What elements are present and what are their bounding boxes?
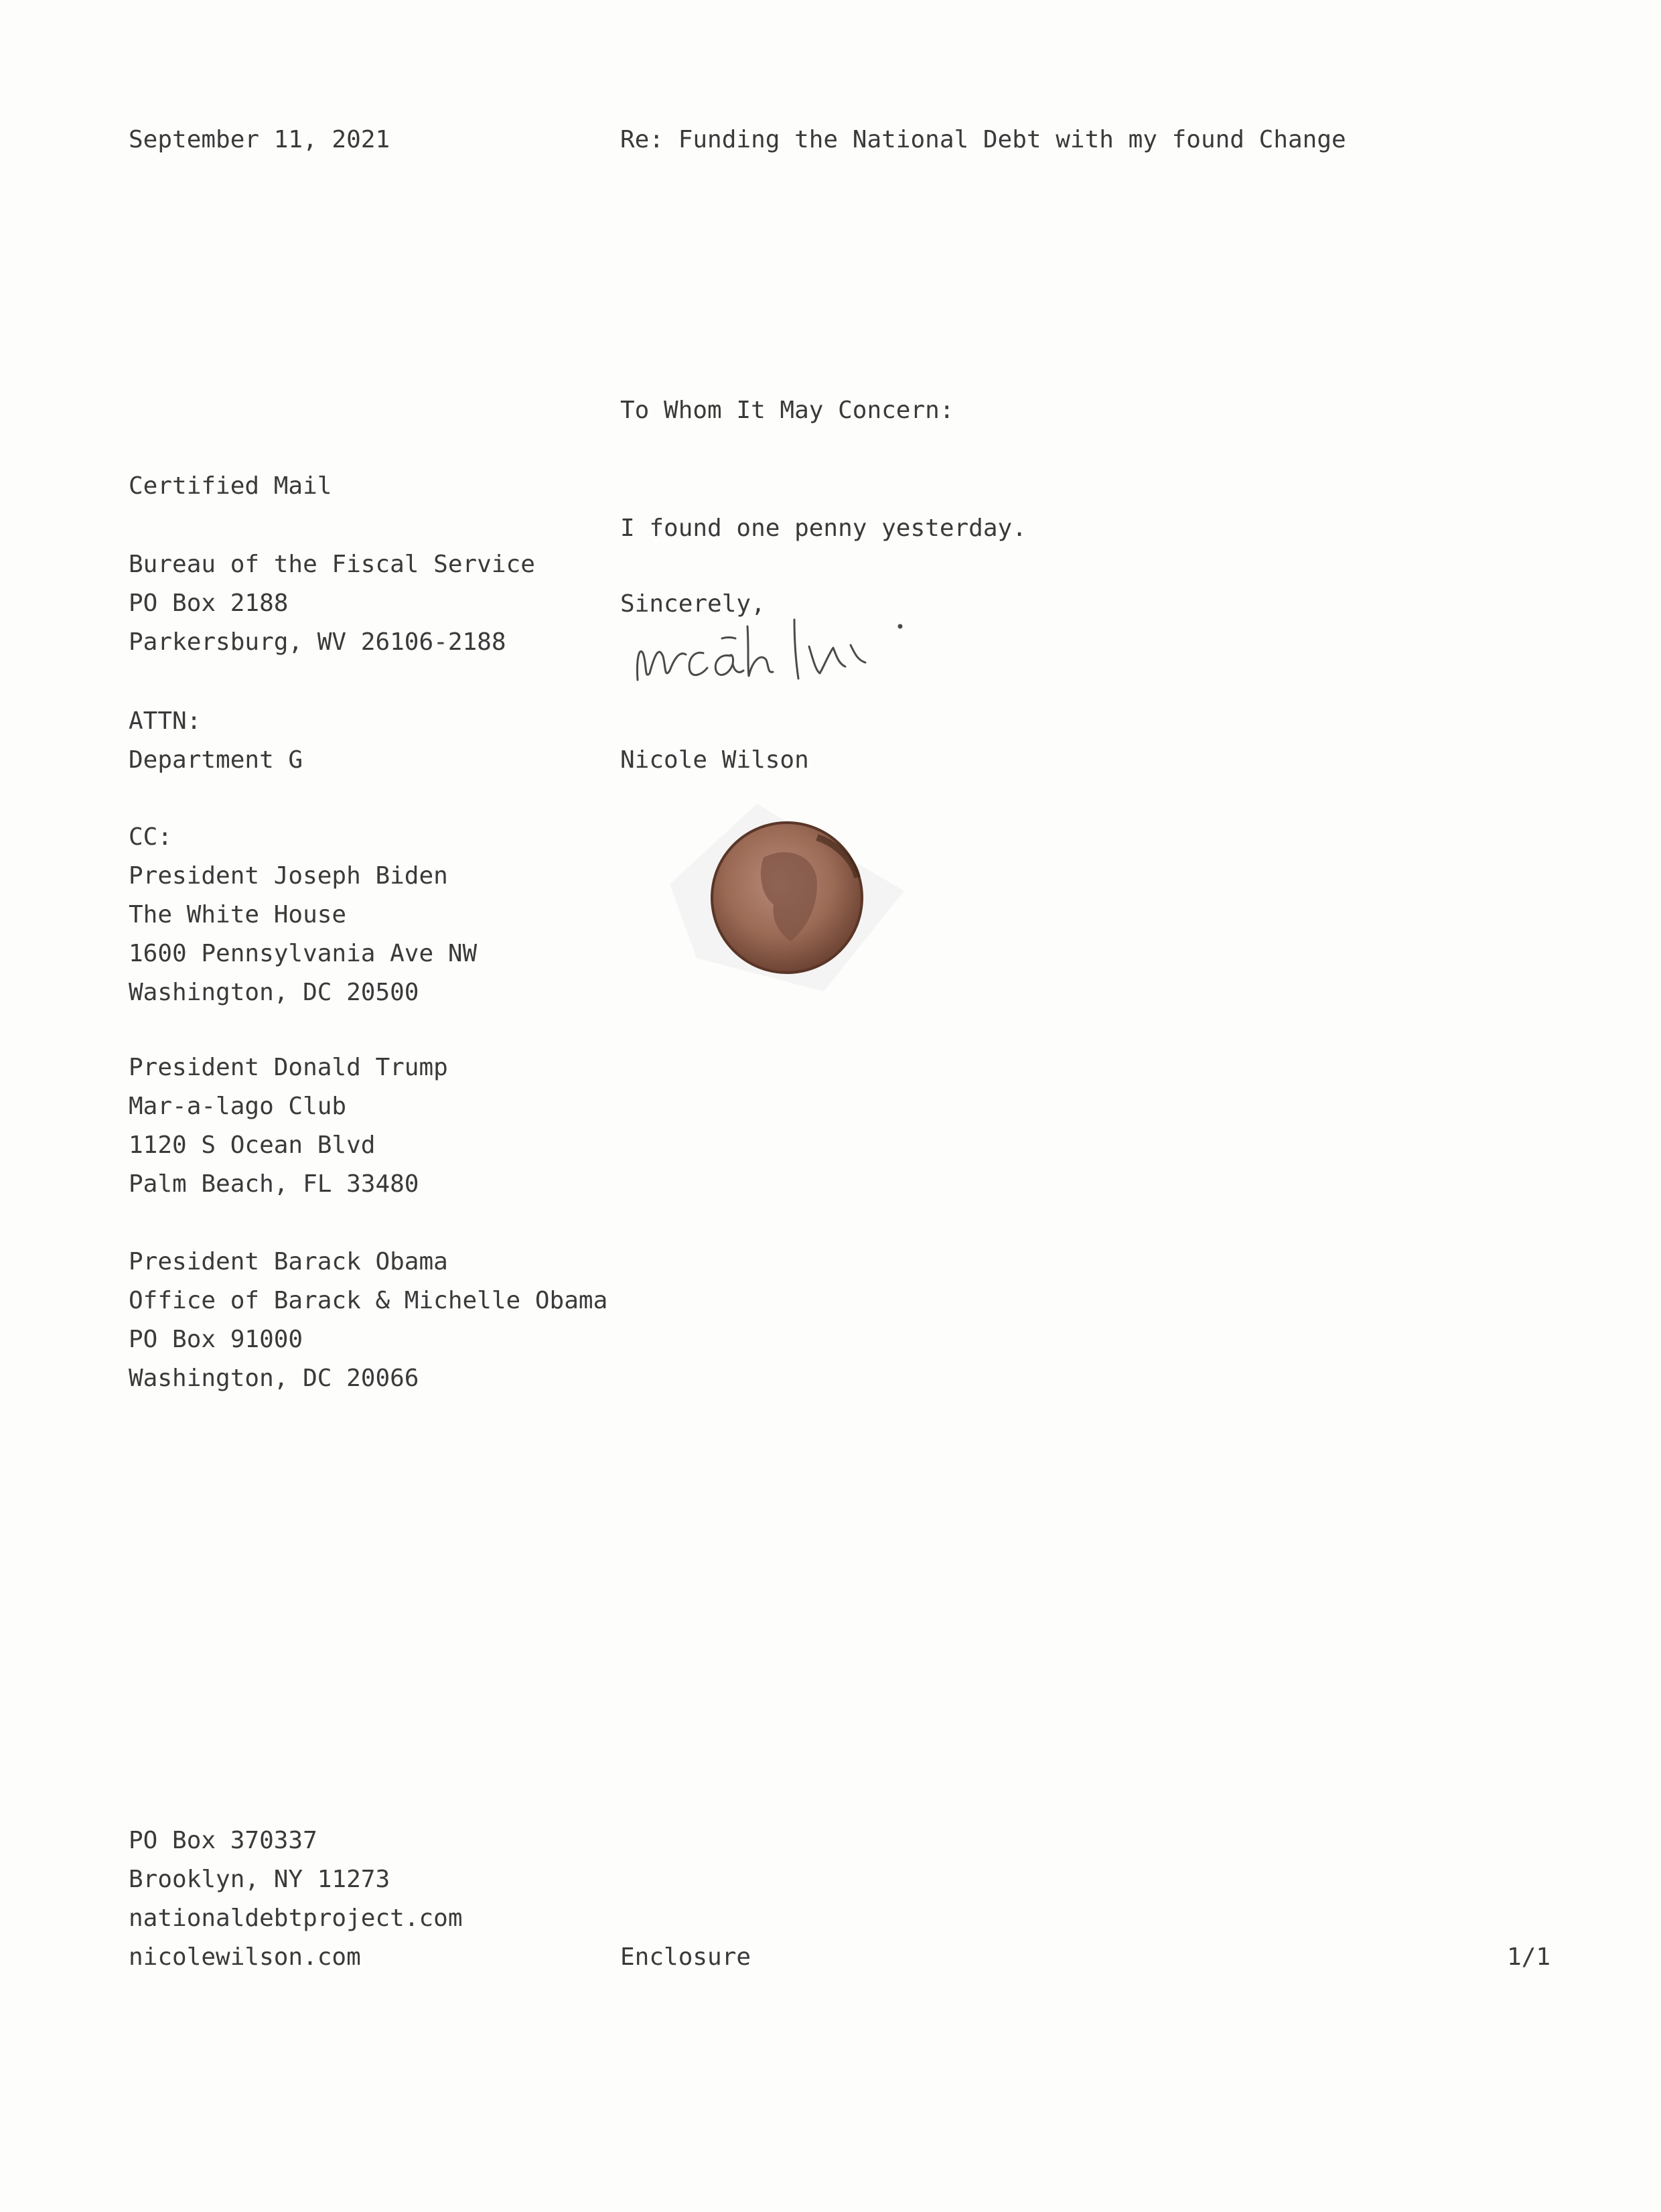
cc-obama-line: Washington, DC 20066 <box>129 1365 419 1392</box>
cc-obama-block <box>129 1243 607 1398</box>
sender-footer <box>129 1821 463 1977</box>
cc-biden-line: Washington, DC 20500 <box>129 979 419 1006</box>
salutation: To Whom It May Concern: <box>620 397 954 424</box>
cc-biden-block <box>129 818 477 1012</box>
cc-biden-line: The White House <box>129 901 347 928</box>
attention-block <box>129 702 303 780</box>
penny-photo <box>656 797 911 998</box>
enclosure-note: Enclosure <box>620 1943 751 1971</box>
letter-subject: Re: Funding the National Debt with my found Change <box>620 126 1346 153</box>
recipient-address-line1: PO Box 2188 <box>129 590 289 617</box>
cc-trump-line: Mar-a-lago Club <box>129 1093 347 1120</box>
cc-obama-line: Office of Barack & Michelle Obama <box>129 1287 608 1314</box>
cc-biden-line: 1600 Pennsylvania Ave NW <box>129 940 478 967</box>
attn-label: ATTN: <box>129 707 202 735</box>
page-number: 1/1 <box>1507 1943 1551 1971</box>
delivery-method: Certified Mail <box>129 472 332 500</box>
cc-trump-line: 1120 S Ocean Blvd <box>129 1131 376 1159</box>
recipient-name: Bureau of the Fiscal Service <box>129 551 535 578</box>
closing: Sincerely, <box>620 590 766 618</box>
cc-trump-block <box>129 1048 448 1204</box>
sender-address-line: PO Box 370337 <box>129 1827 317 1854</box>
cc-label: CC: <box>129 823 173 851</box>
letter-date: September 11, 2021 <box>129 126 390 153</box>
cc-obama-line: PO Box 91000 <box>129 1326 303 1353</box>
attn-value: Department G <box>129 746 303 774</box>
sender-website: nationaldebtproject.com <box>129 1905 463 1932</box>
recipient-address <box>129 545 535 662</box>
cc-trump-line: President Donald Trump <box>129 1054 448 1081</box>
signer-name: Nicole Wilson <box>620 746 809 774</box>
cc-obama-line: President Barack Obama <box>129 1248 448 1275</box>
letter-body: I found one penny yesterday. <box>620 514 1027 542</box>
handwritten-signature <box>630 606 944 707</box>
recipient-address-line2: Parkersburg, WV 26106-2188 <box>129 628 506 656</box>
cc-trump-line: Palm Beach, FL 33480 <box>129 1170 419 1198</box>
sender-address-line: Brooklyn, NY 11273 <box>129 1866 390 1893</box>
cc-biden-line: President Joseph Biden <box>129 862 448 890</box>
sender-website: nicolewilson.com <box>129 1943 361 1971</box>
